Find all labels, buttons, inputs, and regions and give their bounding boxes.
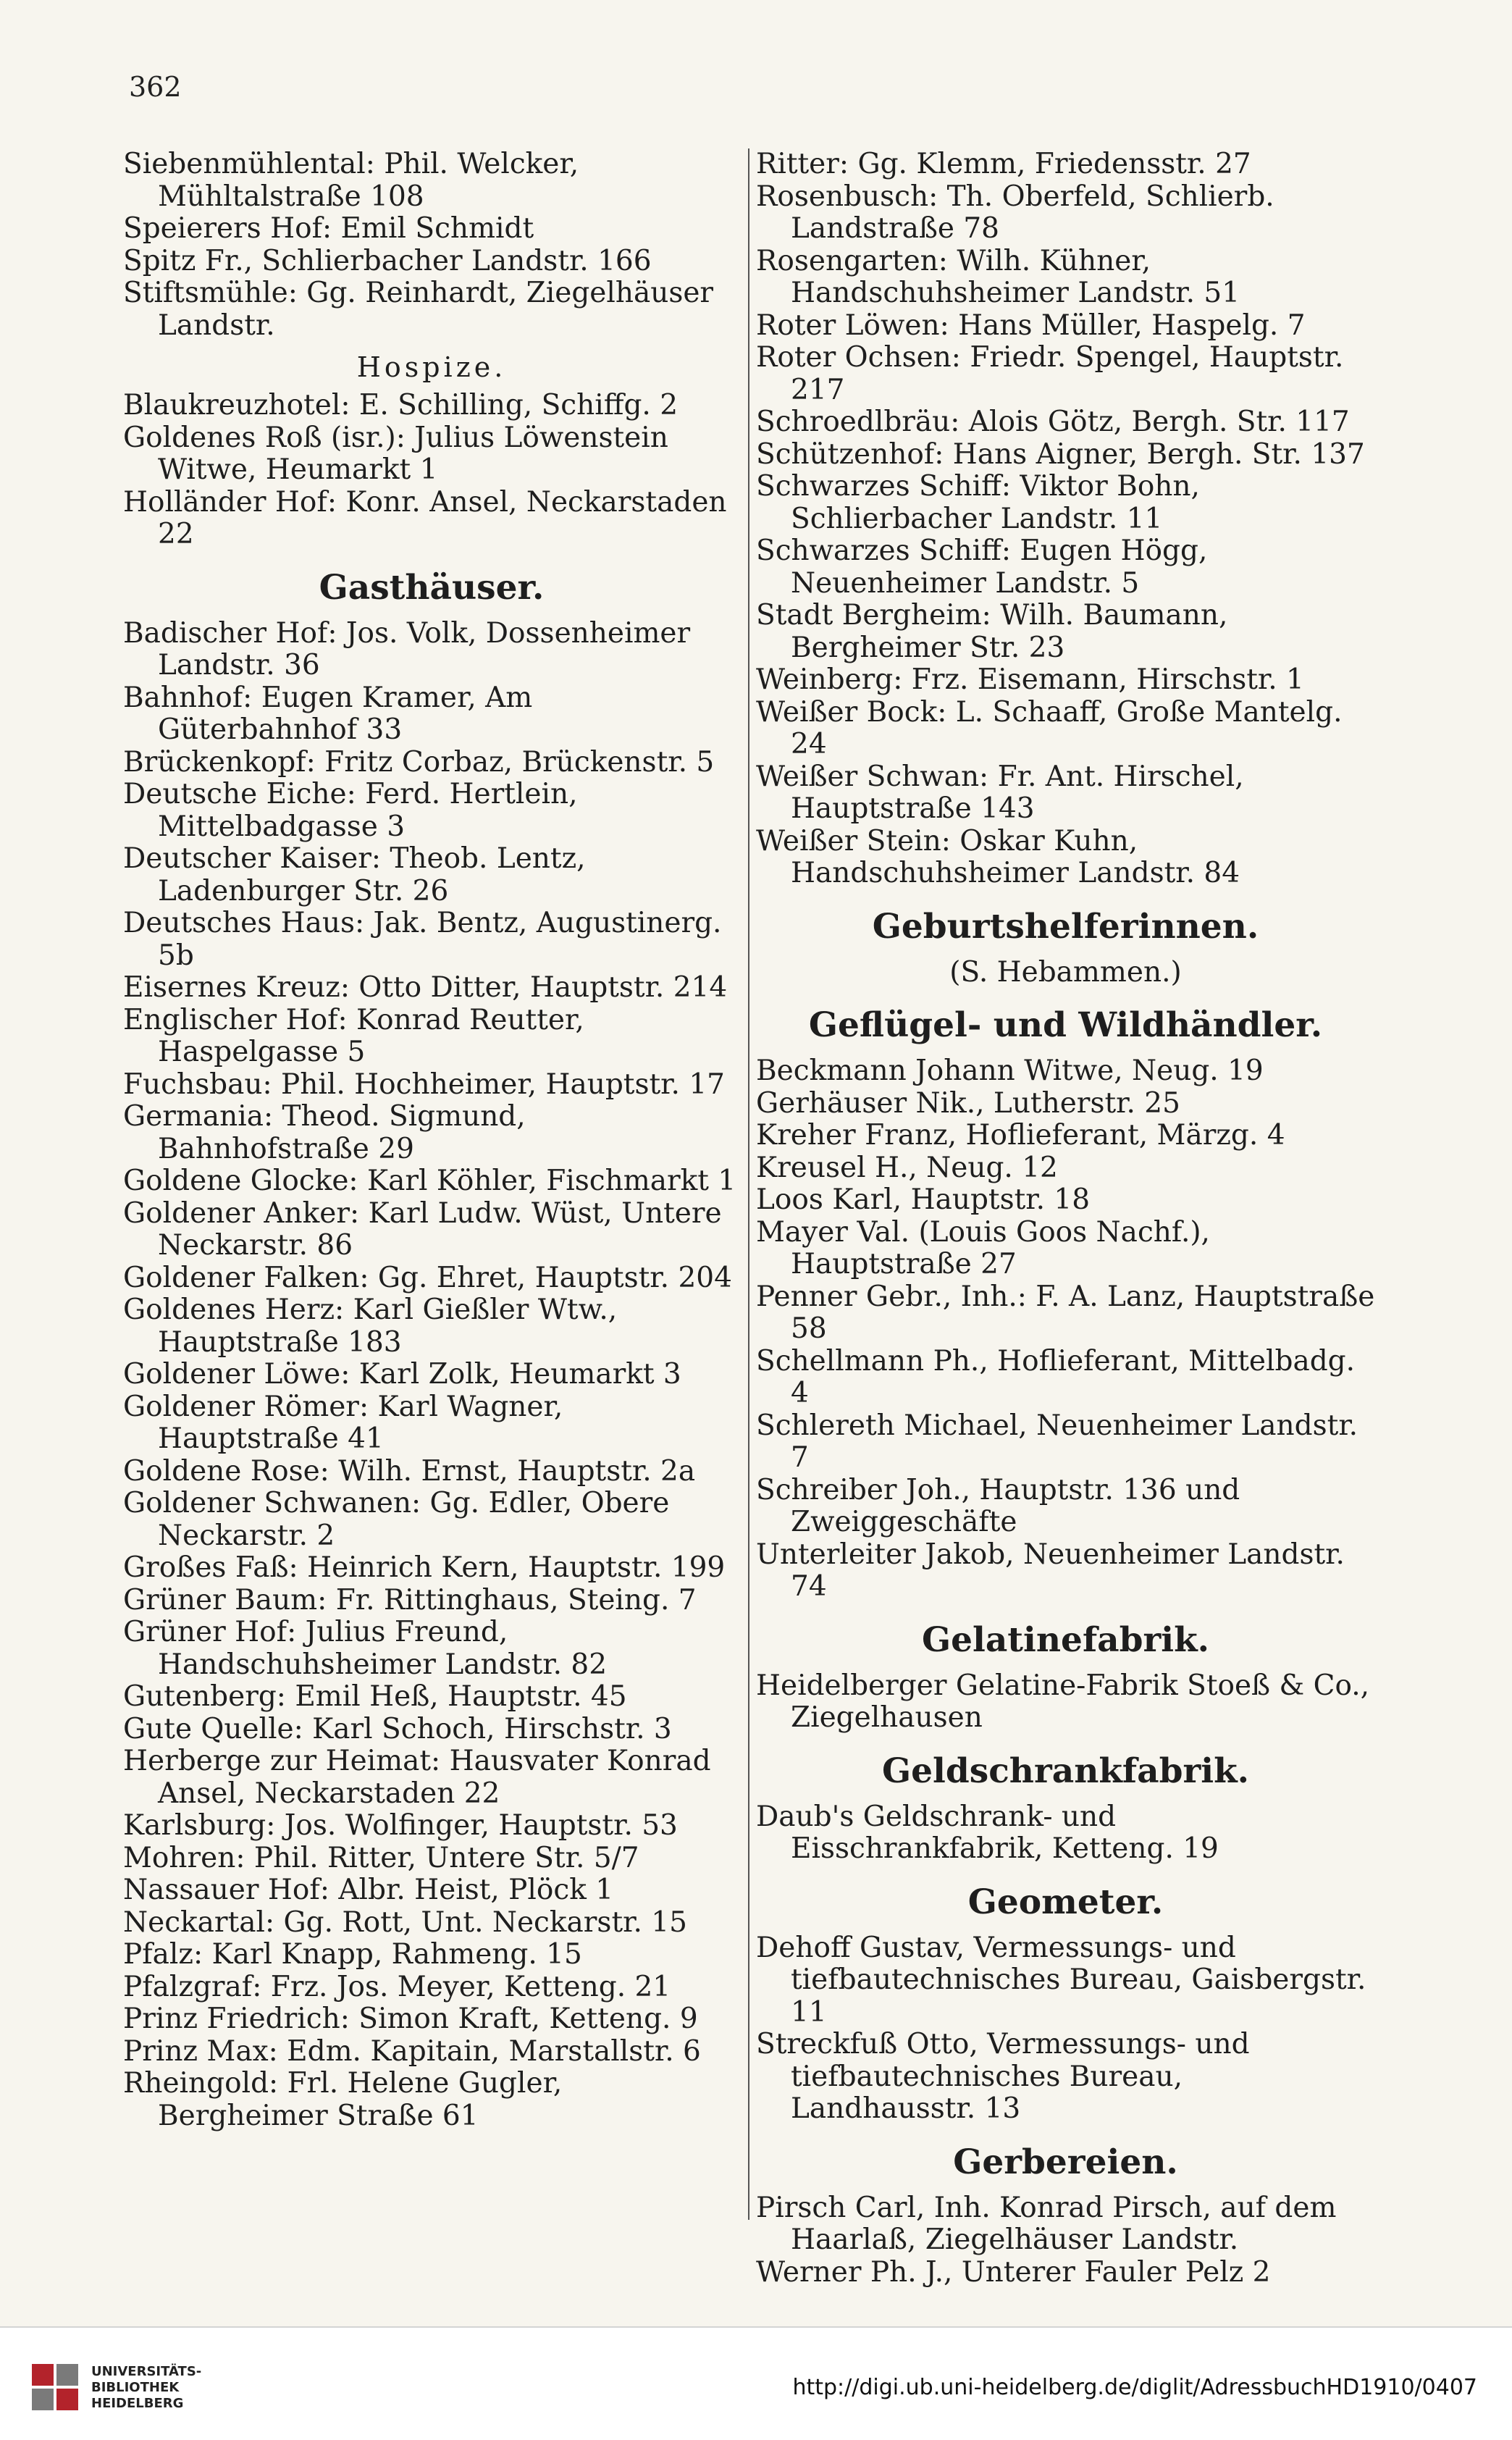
left-column [123, 148, 740, 2132]
directory-entry: Herberge zur Heimat: Hausvater Konrad Ansel, Neckarstaden 22 [123, 1745, 711, 1810]
directory-entry: Neckartal: Gg. Rott, Unt. Neckarstr. 15 [123, 1906, 687, 1939]
directory-entry: Badischer Hof: Jos. Volk, Dossenheimer Landstr. 36 [123, 616, 691, 682]
library-name-line: BIBLIOTHEK [91, 2380, 180, 2395]
section-heading: Geflügel- und Wildhändler. [808, 1005, 1323, 1045]
directory-entry: Goldener Löwe: Karl Zolk, Heumarkt 3 [123, 1358, 681, 1391]
directory-entry: Germania: Theod. Sigmund, Bahnhofstraße 29 [123, 1100, 526, 1165]
directory-entry: Stadt Bergheim: Wilh. Baumann, Bergheimer Str. 23 [756, 599, 1228, 664]
directory-entry: Daub's Geldschrank- und Eisschrankfabrik, Ketteng. 19 [756, 1800, 1219, 1865]
directory-entry: Weißer Schwan: Fr. Ant. Hirschel, Hauptstraße 143 [756, 760, 1244, 825]
page-number: 362 [129, 71, 182, 103]
directory-entry: Prinz Friedrich: Simon Kraft, Ketteng. 9 [123, 2003, 698, 2035]
directory-entry: Unterleiter Jakob, Neuenheimer Landstr. 74 [756, 1538, 1345, 1603]
directory-entry: Mohren: Phil. Ritter, Untere Str. 5/7 [123, 1841, 639, 1874]
directory-entry: Goldener Schwanen: Gg. Edler, Obere Neckarstr. 2 [123, 1487, 670, 1552]
section-heading: Geldschrankfabrik. [881, 1751, 1250, 1791]
directory-entry: Gutenberg: Emil Heß, Hauptstr. 45 [123, 1680, 627, 1713]
directory-entry: Goldene Rose: Wilh. Ernst, Hauptstr. 2a [123, 1454, 696, 1488]
directory-entry: Schreiber Joh., Hauptstr. 136 und Zweiggeschäfte [756, 1473, 1240, 1538]
section-heading: Geburtshelferinnen. [872, 906, 1259, 947]
directory-entry: Weißer Stein: Oskar Kuhn, Handschuhsheimer Landstr. 84 [756, 824, 1240, 889]
directory-entry: Goldenes Herz: Karl Gießler Wtw., Hauptstraße 183 [123, 1294, 618, 1359]
directory-entry: Kreher Franz, Hoflieferant, Märzg. 4 [756, 1119, 1285, 1152]
section-subheading: Hospize. [356, 351, 507, 383]
directory-entry: Dehoff Gustav, Vermessungs- und tiefbautechnisches Bureau, Gaisbergstr. 11 [756, 1931, 1366, 2029]
directory-entry: Schützenhof: Hans Aigner, Bergh. Str. 137 [756, 437, 1365, 471]
directory-entry: Pfalz: Karl Knapp, Rahmeng. 15 [123, 1938, 582, 1971]
directory-entry: Deutsches Haus: Jak. Bentz, Augustinerg. 5b [123, 907, 722, 972]
library-name [91, 2364, 201, 2412]
section-heading: Gerbereien. [953, 2142, 1178, 2182]
directory-entry: Schwarzes Schiff: Eugen Högg, Neuenheimer Landstr. 5 [756, 534, 1208, 600]
directory-entry: Blaukreuzhotel: E. Schilling, Schiffg. 2 [123, 389, 679, 422]
directory-entry: Weinberg: Frz. Eisemann, Hirschstr. 1 [756, 663, 1304, 696]
directory-entry: Goldener Römer: Karl Wagner, Hauptstraße 41 [123, 1390, 563, 1455]
directory-entry: Rheingold: Frl. Helene Gugler, Bergheimer Straße 61 [123, 2067, 563, 2132]
footer-bar [0, 2326, 1512, 2440]
directory-entry: Mayer Val. (Louis Goos Nachf.), Hauptstraße 27 [756, 1215, 1210, 1280]
library-name-line: HEIDELBERG [91, 2396, 184, 2411]
directory-entry: Loos Karl, Hauptstr. 18 [756, 1183, 1091, 1216]
directory-entry: Heidelberger Gelatine-Fabrik Stoeß & Co., Ziegelhausen [756, 1669, 1370, 1734]
directory-entry: Goldene Glocke: Karl Köhler, Fischmarkt 1 [123, 1165, 736, 1197]
directory-entry: Speierers Hof: Emil Schmidt [123, 212, 534, 245]
directory-entry: Werner Ph. J., Unterer Fauler Pelz 2 [756, 2255, 1271, 2289]
directory-entry: Rosenbusch: Th. Oberfeld, Schlierb. Landstraße 78 [756, 180, 1274, 245]
directory-entry: Pirsch Carl, Inh. Konrad Pirsch, auf dem Haarlaß, Ziegelhäuser Landstr. [756, 2191, 1337, 2256]
directory-entry: Karlsburg: Jos. Wolfinger, Hauptstr. 53 [123, 1809, 678, 1842]
directory-entry: Schellmann Ph., Hoflieferant, Mittelbadg. 4 [756, 1344, 1356, 1409]
directory-entry: Siebenmühlental: Phil. Welcker, Mühltalstraße 108 [123, 148, 579, 213]
directory-entry: Deutsche Eiche: Ferd. Hertlein, Mittelbadgasse 3 [123, 778, 578, 843]
section-heading: Gelatinefabrik. [921, 1619, 1210, 1660]
cross-reference-note: (S. Hebammen.) [949, 955, 1182, 989]
directory-entry: Schroedlbräu: Alois Götz, Bergh. Str. 117 [756, 406, 1350, 438]
right-column [756, 148, 1375, 2289]
directory-entry: Nassauer Hof: Albr. Heist, Plöck 1 [123, 1874, 614, 1906]
directory-entry: Goldenes Roß (isr.): Julius Löwenstein Witwe, Heumarkt 1 [123, 421, 668, 486]
directory-entry: Goldener Anker: Karl Ludw. Wüst, Untere Neckarstr. 86 [123, 1196, 722, 1262]
directory-entry: Großes Faß: Heinrich Kern, Hauptstr. 199 [123, 1551, 726, 1584]
directory-entry: Englischer Hof: Konrad Reutter, Haspelgasse 5 [123, 1003, 584, 1068]
directory-entry: Streckfuß Otto, Vermessungs- und tiefbautechnisches Bureau, Landhausstr. 13 [756, 2028, 1250, 2125]
directory-entry: Holländer Hof: Konr. Ansel, Neckarstaden 22 [123, 485, 727, 550]
section-heading: Gasthäuser. [319, 567, 545, 608]
directory-entry: Penner Gebr., Inh.: F. A. Lanz, Hauptstraße 58 [756, 1280, 1375, 1345]
directory-entry: Ritter: Gg. Klemm, Friedensstr. 27 [756, 148, 1251, 180]
directory-entry: Rosengarten: Wilh. Kühner, Handschuhsheimer Landstr. 51 [756, 244, 1240, 309]
directory-entry: Gerhäuser Nik., Lutherstr. 25 [756, 1086, 1180, 1120]
directory-entry: Spitz Fr., Schlierbacher Landstr. 166 [123, 244, 652, 277]
directory-entry: Fuchsbau: Phil. Hochheimer, Hauptstr. 17 [123, 1068, 725, 1101]
directory-entry: Schlereth Michael, Neuenheimer Landstr. 7 [756, 1409, 1358, 1474]
directory-entry: Gute Quelle: Karl Schoch, Hirschstr. 3 [123, 1712, 672, 1745]
directory-entry: Pfalzgraf: Frz. Jos. Meyer, Ketteng. 21 [123, 1970, 671, 2003]
source-url-link[interactable]: http://digi.ub.uni-heidelberg.de/diglit/AdressbuchHD1910/0407 [792, 2375, 1477, 2400]
directory-entry: Schwarzes Schiff: Viktor Bohn, Schlierbacher Landstr. 11 [756, 470, 1200, 535]
university-library-logo-icon [29, 2361, 81, 2413]
directory-entry: Weißer Bock: L. Schaaff, Große Mantelg. 24 [756, 695, 1343, 760]
directory-entry: Brückenkopf: Fritz Corbaz, Brückenstr. 5 [123, 745, 715, 779]
directory-entry: Roter Löwen: Hans Müller, Haspelg. 7 [756, 309, 1306, 342]
directory-entry: Eisernes Kreuz: Otto Ditter, Hauptstr. 214 [123, 971, 728, 1004]
directory-entry: Grüner Hof: Julius Freund, Handschuhsheimer Landstr. 82 [123, 1616, 608, 1681]
directory-entry: Stiftsmühle: Gg. Reinhardt, Ziegelhäuser Landstr. [123, 277, 714, 342]
library-name-line: UNIVERSITÄTS- [91, 2364, 202, 2379]
directory-entry: Deutscher Kaiser: Theob. Lentz, Ladenburger Str. 26 [123, 842, 586, 907]
directory-entry: Grüner Baum: Fr. Rittinghaus, Steing. 7 [123, 1583, 697, 1617]
column-divider [748, 148, 749, 2220]
directory-entry: Roter Ochsen: Friedr. Spengel, Hauptstr. 217 [756, 341, 1344, 406]
directory-entry: Beckmann Johann Witwe, Neug. 19 [756, 1055, 1264, 1087]
directory-entry: Prinz Max: Edm. Kapitain, Marstallstr. 6 [123, 2034, 701, 2068]
directory-entry: Kreusel H., Neug. 12 [756, 1151, 1058, 1184]
directory-entry: Goldener Falken: Gg. Ehret, Hauptstr. 204 [123, 1261, 732, 1294]
directory-entry: Bahnhof: Eugen Kramer, Am Güterbahnhof 33 [123, 681, 533, 746]
section-heading: Geometer. [967, 1882, 1164, 1922]
